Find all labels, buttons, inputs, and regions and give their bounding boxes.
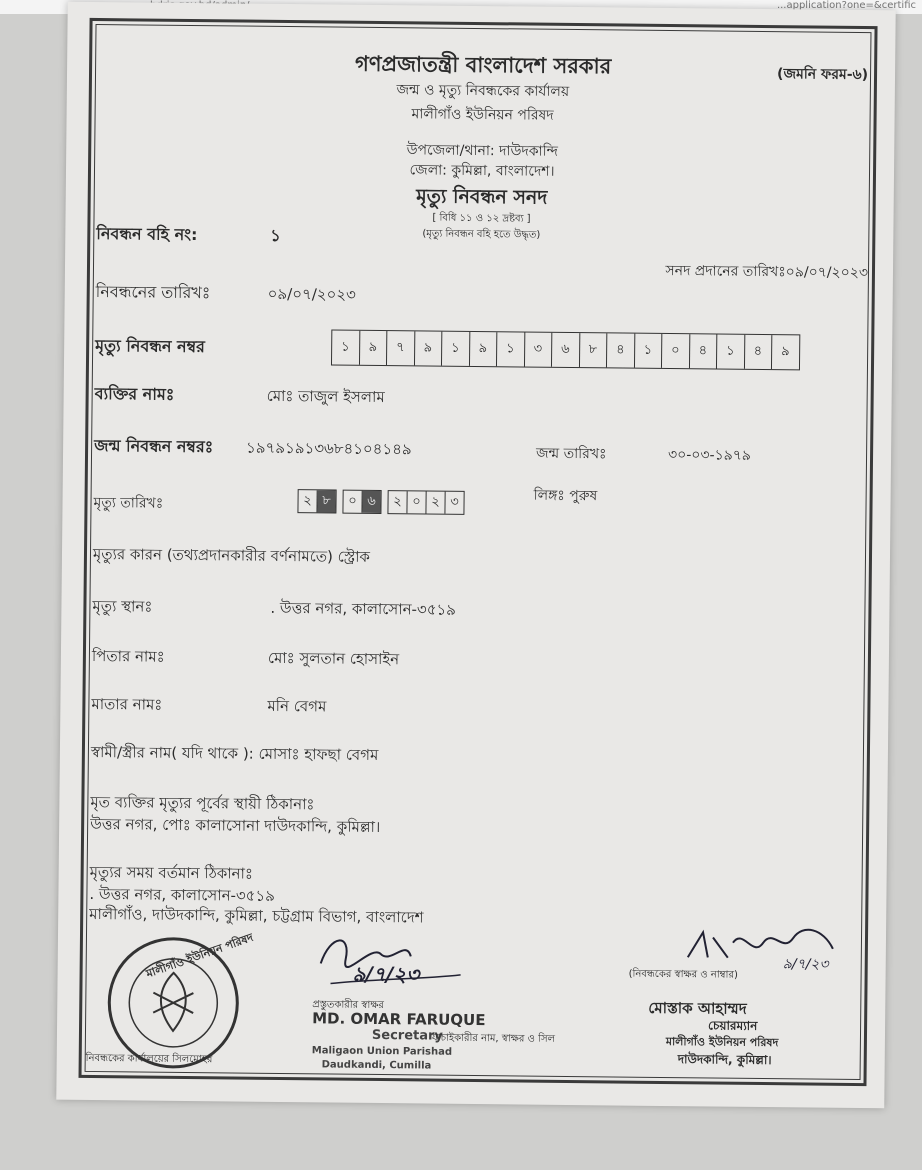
issue-date-value: ০৯/০৭/২০২৩ xyxy=(785,264,869,282)
mother-value: মনি বেগম xyxy=(267,696,327,716)
perm-addr-label: মৃত ব্যক্তির মৃত্যুর পূর্বের স্থায়ী ঠিকানাঃ xyxy=(90,792,315,814)
gender-label: লিঙ্গঃ xyxy=(533,487,565,504)
cause xyxy=(93,543,370,571)
registrar-union: মালীগাঁও ইউনিয়ন পরিষদ xyxy=(665,1035,779,1050)
certificate-title: মৃত্যু নিবন্ধন সনদ xyxy=(416,185,548,209)
source-note: (মৃত্যু নিবন্ধন বহি হতে উদ্ধৃত) xyxy=(422,228,541,241)
death-day-digit: ২ xyxy=(298,490,317,512)
spouse xyxy=(91,741,379,769)
death-year-digit: ২ xyxy=(388,491,407,513)
registrar-title: চেয়ারম্যান xyxy=(708,1018,758,1033)
registrar-label: (নিবন্ধকের স্বাক্ষর ও নাম্বার) xyxy=(628,968,738,981)
death-reg-digit: ০ xyxy=(662,334,690,368)
death-year-digit: ৩ xyxy=(450,494,459,510)
death-day-digit: ৮ xyxy=(317,490,335,512)
person-name-label: ব্যক্তির নামঃ xyxy=(94,383,175,404)
death-reg-digit: ৬ xyxy=(552,333,580,367)
death-month-boxes xyxy=(342,490,381,514)
certificate-frame xyxy=(79,18,878,1086)
death-date-boxes xyxy=(297,489,464,515)
death-reg-digit: ৯ xyxy=(469,332,497,366)
father-label: পিতার নামঃ xyxy=(91,646,165,666)
birth-reg-value: ১৯৭৯১৯১৩৬৮৪১০৪১৪৯ xyxy=(246,438,412,459)
issue-date xyxy=(665,259,868,285)
union-name: মালীগাঁও ইউনিয়ন পরিষদ xyxy=(411,106,554,124)
spouse-value: মোসাঃ হাফছা বেগম xyxy=(258,744,379,764)
death-year-digit: ০ xyxy=(407,491,426,513)
reg-date-value: ০৯/০৭/২০২৩ xyxy=(267,284,356,304)
death-reg-digit: ৪ xyxy=(607,333,635,367)
office-name: জন্ম ও মৃত্যু নিবন্ধকের কার্যালয় xyxy=(396,82,570,100)
seal-text: মালীগাঁও ইউনিয়ন পরিষদ xyxy=(144,930,255,981)
office-seal-label: নিবন্ধকের কার্যালয়ের সিলমোহর xyxy=(85,1052,213,1066)
place-value: . উত্তর নগর, কালাসোন-৩৫১৯ xyxy=(270,598,457,619)
birth-date-label: জন্ম তারিখঃ xyxy=(535,445,607,463)
cause-value: স্ট্রোক xyxy=(337,547,371,566)
death-reg-digit: ১ xyxy=(717,335,745,369)
death-reg-digit: ১ xyxy=(442,332,470,366)
rule-reference: [ বিধি ১১ ও ১২ দ্রষ্টব্য ] xyxy=(432,212,531,225)
union-stamp-line2: Daudkandi, Cumilla xyxy=(321,1059,432,1072)
death-reg-digit: ৪ xyxy=(744,335,772,369)
death-reg-digit: ৩ xyxy=(524,332,552,366)
preparer-stamp-title: Secretary xyxy=(371,1027,444,1044)
preparer-stamp-name: MD. OMAR FARUQUE xyxy=(312,1009,486,1030)
death-reg-digit: ৯ xyxy=(359,331,387,365)
gender xyxy=(533,484,597,509)
curr-addr-line1: . উত্তর নগর, কালাসোন-৩৫১৯ xyxy=(89,884,276,905)
death-year-boxes xyxy=(387,490,464,515)
preparer-label: প্রস্তুতকারীর স্বাক্ষর xyxy=(312,999,385,1012)
registrar-place: দাউদকান্দি, কুমিল্লা। xyxy=(677,1052,772,1068)
person-name-value: মোঃ তাজুল ইসলাম xyxy=(266,386,385,407)
death-reg-digit: ৭ xyxy=(387,331,415,365)
birth-date-value: ৩০-০৩-১৯৭৯ xyxy=(667,447,752,464)
father-value: মোঃ সুলতান হোসাইন xyxy=(267,648,400,669)
cause-label: মৃত্যুর কারন (তথ্যপ্রদানকারীর বর্ণনামতে) xyxy=(92,544,333,566)
govt-title: গণপ্রজাতন্ত্রী বাংলাদেশ সরকার xyxy=(354,51,612,79)
death-reg-digit: ১ xyxy=(332,330,360,364)
certificate-paper xyxy=(56,2,895,1109)
issue-date-label: সনদ প্রদানের তারিখঃ xyxy=(665,262,786,281)
book-no-label: নিবন্ধন বহি নং: xyxy=(96,224,198,245)
place-label: মৃত্যু স্থানঃ xyxy=(92,596,153,616)
spouse-label: স্বামী/স্ত্রীর নাম( যদি থাকে ): xyxy=(90,742,254,763)
death-date-label: মৃত্যু তারিখঃ xyxy=(93,494,164,512)
preparer-sign-date: ৯/৭/২৩ xyxy=(352,961,420,987)
registrar-name: মোস্তাক আহাম্মদ xyxy=(648,998,747,1018)
death-reg-digit: ৯ xyxy=(414,331,442,365)
death-reg-digit: ৪ xyxy=(689,334,717,368)
death-reg-number-boxes xyxy=(331,329,800,370)
reg-date-label: নিবন্ধনের তারিখঃ xyxy=(95,282,211,303)
form-number: (জমনি ফরম-৬) xyxy=(777,66,869,84)
death-reg-digit: ১ xyxy=(634,334,662,368)
union-stamp-line1: Maligaon Union Parishad xyxy=(311,1045,453,1058)
death-reg-digit: ৯ xyxy=(781,343,790,359)
death-month-digit: ০ xyxy=(343,491,362,513)
district: জেলা: কুমিল্লা, বাংলাদেশ। xyxy=(409,162,555,180)
death-reg-digit: ১ xyxy=(497,332,525,366)
death-reg-digit: ৮ xyxy=(579,333,607,367)
mother-label: মাতার নামঃ xyxy=(91,694,163,714)
death-day-boxes xyxy=(297,489,336,513)
gender-value: পুরুষ xyxy=(569,487,598,505)
registrar-sign-date: ৯/৭/২৩ xyxy=(782,956,829,973)
death-month-digit: ৬ xyxy=(362,491,380,513)
curr-addr-label: মৃত্যুর সময় বর্তমান ঠিকানাঃ xyxy=(89,862,254,883)
death-reg-label: মৃত্যু নিবন্ধন নম্বর xyxy=(95,336,205,357)
perm-addr-value: উত্তর নগর, পোঃ কালাসোনা দাউদকান্দি, কুমিল্লা। xyxy=(90,814,381,837)
upazila: উপজেলা/থানা: দাউদকান্দি xyxy=(406,142,558,160)
verifier-label: যাচাইকারীর নাম, স্বাক্ষর ও সিল xyxy=(431,1032,556,1045)
death-year-digit: ২ xyxy=(426,491,445,513)
browser-url-right: ...application?one=&certific xyxy=(776,0,916,11)
curr-addr-line2: মালীগাঁও, দাউদকান্দি, কুমিল্লা, চট্টগ্রাম বিভাগ, বাংলাদেশ xyxy=(89,904,424,927)
book-no-value: ১ xyxy=(270,225,281,245)
birth-reg-label: জন্ম নিবন্ধন নম্বরঃ xyxy=(94,435,214,457)
